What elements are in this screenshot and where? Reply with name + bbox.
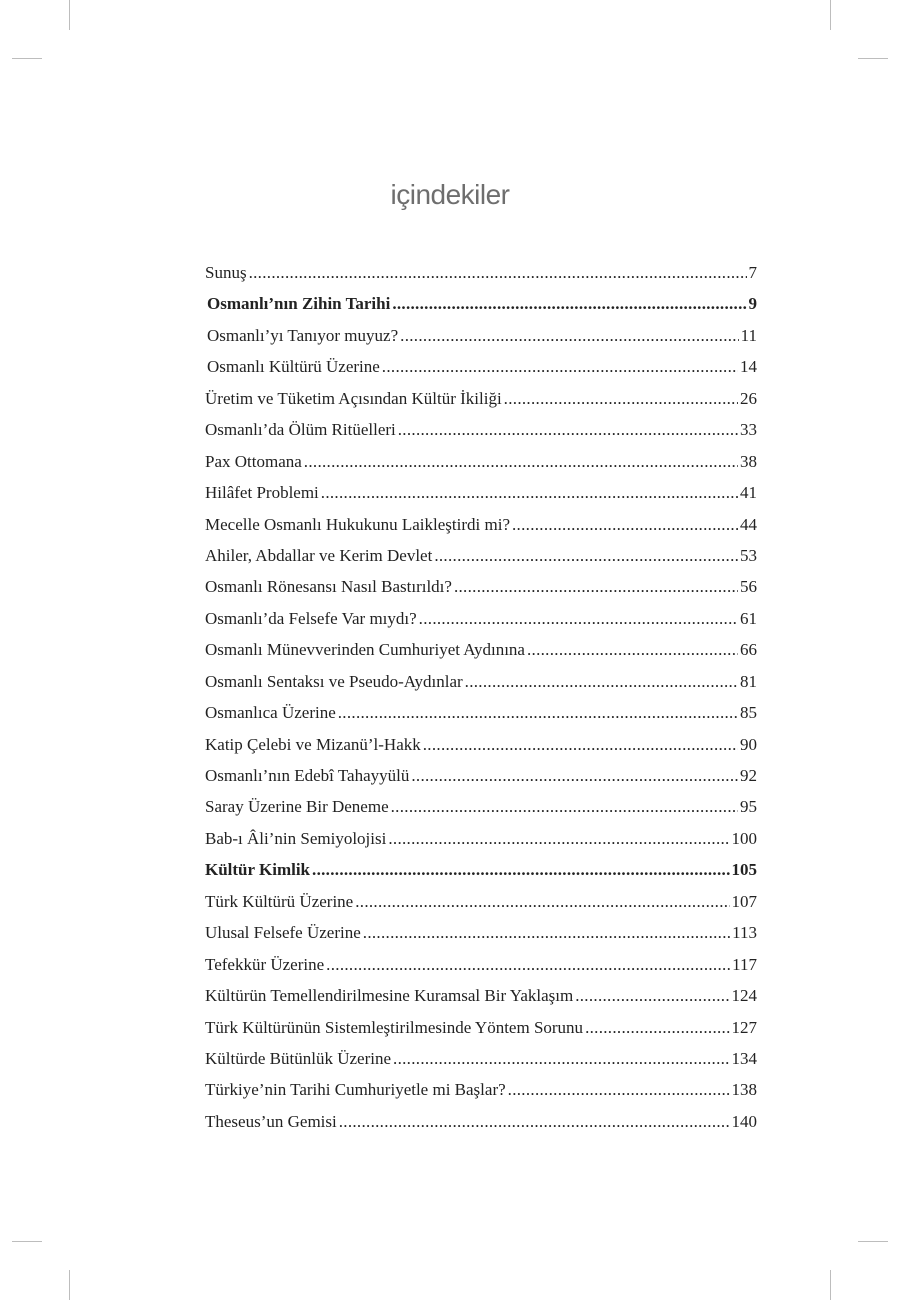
toc-leader-dots: [434, 540, 738, 571]
toc-entry-title: Türk Kültürünün Sistemleştirilmesinde Yöntem Sorunu: [205, 1017, 584, 1037]
toc-leader-dots: [465, 666, 738, 697]
toc-entry-page: 134: [731, 1048, 757, 1068]
toc-entry-title: Pax Ottomana: [205, 451, 302, 471]
toc-entry-page: 33: [740, 420, 757, 440]
toc-leader-dots: [585, 1012, 729, 1043]
toc-entry-title: Tefekkür Üzerine: [205, 954, 325, 974]
toc-entry[interactable]: [205, 666, 757, 697]
toc-entry-title: Kültür Kimlik: [205, 860, 311, 880]
toc-entry[interactable]: [205, 634, 757, 665]
toc-entry-title: Kültürde Bütünlük Üzerine: [205, 1048, 392, 1068]
toc-entry-page: 14: [740, 357, 757, 377]
toc-entry-page: 41: [740, 483, 757, 503]
toc-leader-dots: [454, 571, 738, 602]
toc-entry[interactable]: [205, 1074, 757, 1105]
toc-entry[interactable]: [205, 1012, 757, 1043]
toc-entry-page: 95: [740, 797, 757, 817]
toc-entry-page: 113: [732, 923, 757, 943]
toc-entry-page: 66: [740, 640, 757, 660]
toc-entry[interactable]: [205, 854, 757, 885]
toc-entry-page: 90: [740, 734, 757, 754]
toc-leader-dots: [339, 1106, 730, 1137]
toc-leader-dots: [326, 949, 730, 980]
toc-entry-page: 92: [740, 766, 757, 785]
toc-leader-dots: [512, 509, 738, 540]
page-title: içindekiler: [390, 178, 510, 210]
toc-entry-title: Türkiye’nin Tarihi Cumhuriyetle mi Başlar?: [205, 1080, 506, 1100]
toc-entry[interactable]: [205, 257, 757, 288]
toc-entry[interactable]: [205, 603, 757, 634]
toc-entry[interactable]: [205, 383, 757, 414]
toc-leader-dots: [363, 917, 730, 948]
crop-mark-bottom-left-v: [69, 1270, 70, 1300]
toc-leader-dots: [393, 1043, 729, 1074]
toc-entry-title: Osmanlı’nın Zihin Tarihi: [207, 294, 391, 314]
toc-leader-dots: [527, 634, 738, 665]
toc-leader-dots: [575, 980, 729, 1011]
toc-entry-page: 81: [740, 671, 757, 691]
toc-leader-dots: [249, 257, 747, 288]
toc-entry[interactable]: [205, 949, 757, 980]
toc-entry-page: 140: [731, 1111, 757, 1131]
toc-leader-dots: [312, 854, 729, 885]
toc-entry-title: Osmanlı’nın Edebî Tahayyülü: [205, 766, 410, 785]
toc-entry-title: Ulusal Felsefe Üzerine: [205, 923, 361, 943]
toc-entry[interactable]: [205, 477, 757, 508]
toc-leader-dots: [508, 1074, 730, 1105]
toc-entry-title: Hilâfet Problemi: [205, 483, 319, 503]
toc-entry[interactable]: [205, 729, 757, 760]
toc-entry-page: 56: [740, 577, 757, 597]
toc-entry-page: 38: [740, 451, 757, 471]
toc-entry-title: Mecelle Osmanlı Hukukunu Laikleştirdi mi?: [205, 514, 510, 534]
toc-entry-page: 124: [731, 986, 757, 1006]
toc-entry-page: 117: [732, 954, 757, 974]
toc-leader-dots: [392, 288, 746, 319]
toc-leader-dots: [400, 320, 738, 351]
toc-entry-title: Osmanlıca Üzerine: [205, 703, 336, 723]
toc-entry-title: Saray Üzerine Bir Deneme: [205, 797, 389, 817]
toc-entry[interactable]: [205, 320, 757, 351]
toc-entry[interactable]: [205, 571, 757, 602]
toc-entry[interactable]: [205, 697, 757, 728]
toc-leader-dots: [382, 351, 738, 382]
toc-entry-title: Theseus’un Gemisi: [205, 1111, 337, 1131]
toc-entry-page: 53: [740, 545, 757, 565]
toc-entry-page: 44: [740, 514, 757, 534]
crop-mark-bottom-right-h: [858, 1241, 888, 1242]
toc-entry-page: 26: [740, 388, 757, 408]
toc-leader-dots: [504, 383, 738, 414]
toc-leader-dots: [419, 603, 738, 634]
crop-mark-bottom-right-v: [830, 1270, 831, 1300]
toc-entry[interactable]: [205, 351, 757, 382]
toc-entry-page: 138: [731, 1080, 757, 1100]
toc-entry[interactable]: [205, 1106, 757, 1137]
toc-entry-page: 107: [731, 891, 757, 911]
toc-entry[interactable]: [205, 980, 757, 1011]
toc-entry-title: Osmanlı Sentaksı ve Pseudo-Aydınlar: [205, 671, 463, 691]
toc-entry-page: 100: [731, 828, 757, 848]
toc-entry-page: 105: [731, 860, 757, 880]
crop-mark-bottom-left-h: [12, 1241, 42, 1242]
toc-entry[interactable]: [205, 886, 757, 917]
toc-entry[interactable]: [205, 1043, 757, 1074]
toc-entry-page: 85: [740, 703, 757, 723]
toc-entry-title: Osmanlı Rönesansı Nasıl Bastırıldı?: [205, 577, 452, 597]
toc-entry-title: Osmanlı’da Felsefe Var mıydı?: [205, 608, 417, 628]
toc-entry-page: 9: [748, 294, 757, 314]
toc-leader-dots: [338, 697, 738, 728]
toc-entry[interactable]: [205, 917, 757, 948]
table-of-contents: [205, 257, 757, 1137]
toc-entry-title: Kültürün Temellendirilmesine Kuramsal Bir Yaklaşım: [205, 986, 574, 1006]
toc-entry-page: 7: [748, 263, 757, 282]
toc-entry[interactable]: [205, 509, 757, 540]
toc-entry-title: Katip Çelebi ve Mizanü’l-Hakk: [205, 734, 421, 754]
crop-mark-top-left-v: [69, 0, 70, 30]
toc-entry-title: Üretim ve Tüketim Açısından Kültür İkiliği: [205, 388, 502, 408]
toc-leader-dots: [304, 446, 738, 477]
crop-mark-top-left-h: [12, 58, 42, 59]
toc-entry[interactable]: [205, 288, 757, 319]
toc-entry-title: Bab-ı Âli’nin Semiyolojisi: [205, 828, 387, 848]
toc-entry-title: Osmanlı’yı Tanıyor muyuz?: [207, 325, 399, 345]
toc-entry[interactable]: [205, 540, 757, 571]
toc-entry[interactable]: [205, 414, 757, 445]
toc-entry-title: Osmanlı Kültürü Üzerine: [207, 357, 380, 377]
toc-leader-dots: [355, 886, 729, 917]
toc-entry-title: Osmanlı Münevverinden Cumhuriyet Aydınına: [205, 640, 525, 660]
toc-entry[interactable]: [205, 760, 757, 791]
toc-leader-dots: [423, 729, 738, 760]
toc-leader-dots: [391, 791, 738, 822]
toc-entry-title: Osmanlı’da Ölüm Ritüelleri: [205, 420, 396, 440]
toc-entry-title: Sunuş: [205, 263, 247, 282]
toc-entry-page: 127: [731, 1017, 757, 1037]
crop-mark-top-right-v: [830, 0, 831, 30]
toc-leader-dots: [398, 414, 738, 445]
toc-entry-page: 61: [740, 608, 757, 628]
toc-entry-title: Türk Kültürü Üzerine: [205, 891, 354, 911]
toc-entry-title: Ahiler, Abdallar ve Kerim Devlet: [205, 545, 433, 565]
toc-entry-page: 11: [740, 325, 757, 345]
toc-entry[interactable]: [205, 446, 757, 477]
toc-leader-dots: [388, 823, 729, 854]
toc-entry[interactable]: [205, 791, 757, 822]
toc-leader-dots: [411, 760, 738, 791]
toc-entry[interactable]: [205, 823, 757, 854]
crop-mark-top-right-h: [858, 58, 888, 59]
toc-leader-dots: [321, 477, 738, 508]
